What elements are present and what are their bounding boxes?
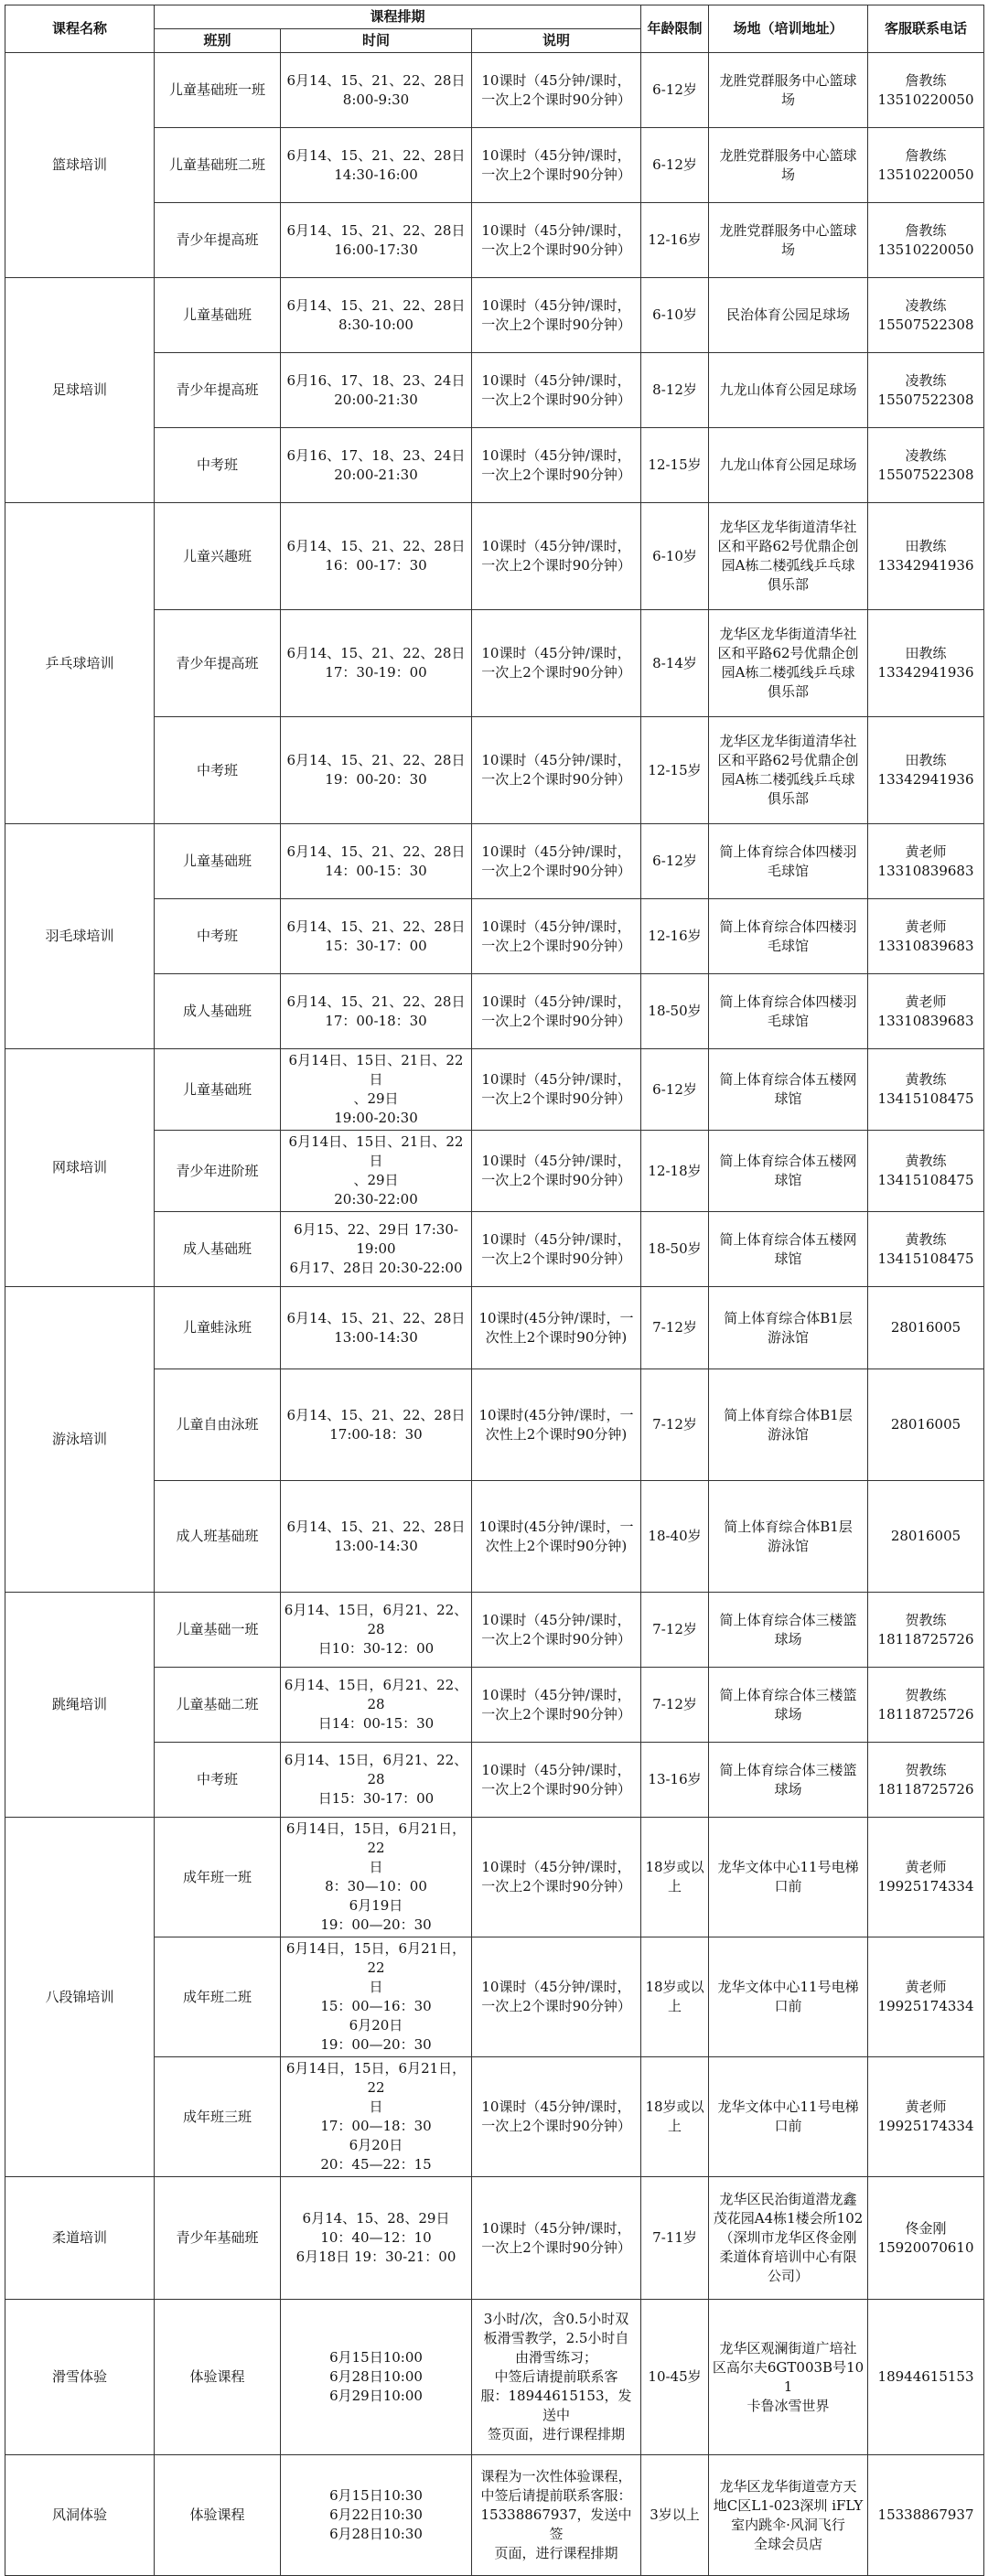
time-cell: 6月14、15、21、22、28日 13:00-14:30 (281, 1481, 472, 1593)
description-cell: 10课时（45分钟/课时， 一次上2个课时90分钟） (472, 974, 641, 1049)
venue-cell: 龙胜党群服务中心篮球 场 (709, 53, 868, 128)
description-cell: 10课时（45分钟/课时， 一次上2个课时90分钟） (472, 2057, 641, 2177)
time-cell: 6月14、15、21、22、28日 15：30-17：00 (281, 899, 472, 974)
class-cell: 青少年基础班 (155, 2177, 281, 2300)
time-cell: 6月14、15、21、22、28日 13:00-14:30 (281, 1287, 472, 1369)
class-cell: 体验课程 (155, 2455, 281, 2576)
venue-cell: 简上体育综合体B1层 游泳馆 (709, 1481, 868, 1593)
description-cell: 10课时（45分钟/课时， 一次上2个课时90分钟） (472, 1131, 641, 1212)
description-cell: 10课时（45分钟/课时， 一次上2个课时90分钟） (472, 1593, 641, 1668)
class-cell: 青少年提高班 (155, 353, 281, 428)
description-cell: 10课时（45分钟/课时， 一次上2个课时90分钟） (472, 1743, 641, 1818)
header-course-name: 课程名称 (5, 5, 155, 53)
course-name-cell: 滑雪体验 (5, 2300, 155, 2455)
class-cell: 中考班 (155, 428, 281, 503)
description-cell: 10课时（45分钟/课时， 一次上2个课时90分钟） (472, 503, 641, 610)
class-cell: 体验课程 (155, 2300, 281, 2455)
header-age-limit: 年龄限制 (641, 5, 709, 53)
course-name-cell: 跳绳培训 (5, 1593, 155, 1818)
venue-cell: 简上体育综合体三楼篮 球场 (709, 1743, 868, 1818)
venue-cell: 简上体育综合体B1层 游泳馆 (709, 1369, 868, 1481)
age-cell: 8-14岁 (641, 610, 709, 717)
age-cell: 10-45岁 (641, 2300, 709, 2455)
contact-cell: 28016005 (868, 1287, 984, 1369)
venue-cell: 龙胜党群服务中心篮球 场 (709, 128, 868, 203)
table-row (5, 1593, 984, 1668)
course-name-cell: 足球培训 (5, 278, 155, 503)
description-cell: 10课时(45分钟/课时，一 次性上2个课时90分钟) (472, 1481, 641, 1593)
age-cell: 6-12岁 (641, 128, 709, 203)
contact-cell: 黄老师 19925174334 (868, 1937, 984, 2057)
venue-cell: 龙胜党群服务中心篮球 场 (709, 203, 868, 278)
venue-cell: 简上体育综合体五楼网 球馆 (709, 1131, 868, 1212)
contact-cell: 贺教练 18118725726 (868, 1743, 984, 1818)
table-row (5, 1818, 984, 1937)
age-cell: 18岁或以 上 (641, 1937, 709, 2057)
class-cell: 中考班 (155, 899, 281, 974)
class-cell: 成年班三班 (155, 2057, 281, 2177)
table-row (5, 53, 984, 128)
description-cell: 10课时（45分钟/课时， 一次上2个课时90分钟） (472, 428, 641, 503)
contact-cell: 黄教练 13415108475 (868, 1131, 984, 1212)
header-contact: 客服联系电话 (868, 5, 984, 53)
table-row (5, 1287, 984, 1369)
venue-cell: 民治体育公园足球场 (709, 278, 868, 353)
age-cell: 7-12岁 (641, 1593, 709, 1668)
age-cell: 12-16岁 (641, 203, 709, 278)
description-cell: 10课时（45分钟/课时， 一次上2个课时90分钟） (472, 2177, 641, 2300)
header-time: 时间 (281, 29, 472, 53)
venue-cell: 简上体育综合体三楼篮 球场 (709, 1593, 868, 1668)
description-cell: 10课时（45分钟/课时， 一次上2个课时90分钟） (472, 1818, 641, 1937)
course-name-cell: 柔道培训 (5, 2177, 155, 2300)
class-cell: 儿童自由泳班 (155, 1369, 281, 1481)
time-cell: 6月16、17、18、23、24日 20:00-21:30 (281, 428, 472, 503)
contact-cell: 15338867937 (868, 2455, 984, 2576)
time-cell: 6月14、15、21、22、28日 17：00-18：30 (281, 974, 472, 1049)
course-name-cell: 游泳培训 (5, 1287, 155, 1593)
age-cell: 18-40岁 (641, 1481, 709, 1593)
contact-cell: 凌教练 15507522308 (868, 278, 984, 353)
class-cell: 儿童兴趣班 (155, 503, 281, 610)
time-cell: 6月15日10:00 6月28日10:00 6月29日10:00 (281, 2300, 472, 2455)
age-cell: 8-12岁 (641, 353, 709, 428)
table-row (5, 278, 984, 353)
venue-cell: 龙华区民治街道潜龙鑫 茂花园A4栋1楼会所102 （深圳市龙华区佟金刚 柔道体育培训中心有限 公司） (709, 2177, 868, 2300)
contact-cell: 凌教练 15507522308 (868, 428, 984, 503)
course-name-cell: 风洞体验 (5, 2455, 155, 2576)
time-cell: 6月14、15、21、22、28日 16:00-17:30 (281, 203, 472, 278)
description-cell: 10课时（45分钟/课时， 一次上2个课时90分钟） (472, 610, 641, 717)
age-cell: 3岁以上 (641, 2455, 709, 2576)
contact-cell: 贺教练 18118725726 (868, 1668, 984, 1743)
course-name-cell: 八段锦培训 (5, 1818, 155, 2177)
venue-cell: 简上体育综合体四楼羽 毛球馆 (709, 824, 868, 899)
description-cell: 10课时（45分钟/课时， 一次上2个课时90分钟） (472, 717, 641, 824)
course-name-cell: 羽毛球培训 (5, 824, 155, 1049)
time-cell: 6月14、15、21、22、28日 17：30-19：00 (281, 610, 472, 717)
contact-cell: 18944615153 (868, 2300, 984, 2455)
venue-cell: 简上体育综合体四楼羽 毛球馆 (709, 899, 868, 974)
time-cell: 6月14、15、21、22、28日 17:00-18：30 (281, 1369, 472, 1481)
class-cell: 儿童基础班一班 (155, 53, 281, 128)
age-cell: 6-10岁 (641, 503, 709, 610)
class-cell: 儿童基础班二班 (155, 128, 281, 203)
contact-cell: 詹教练 13510220050 (868, 203, 984, 278)
class-cell: 成年班二班 (155, 1937, 281, 2057)
age-cell: 12-18岁 (641, 1131, 709, 1212)
description-cell: 10课时(45分钟/课时，一 次性上2个课时90分钟) (472, 1287, 641, 1369)
header-schedule: 课程排期 (155, 5, 641, 29)
description-cell: 10课时（45分钟/课时， 一次上2个课时90分钟） (472, 278, 641, 353)
age-cell: 7-12岁 (641, 1668, 709, 1743)
course-name-cell: 网球培训 (5, 1049, 155, 1287)
venue-cell: 简上体育综合体四楼羽 毛球馆 (709, 974, 868, 1049)
class-cell: 儿童基础一班 (155, 1593, 281, 1668)
time-cell: 6月14日、15日、21日、22日 、29日 20:30-22:00 (281, 1131, 472, 1212)
age-cell: 18-50岁 (641, 1212, 709, 1287)
time-cell: 6月14日，15日，6月21日，22 日 15：00—16：30 6月20日 19：00—20：30 (281, 1937, 472, 2057)
class-cell: 成年班一班 (155, 1818, 281, 1937)
description-cell: 10课时（45分钟/课时， 一次上2个课时90分钟） (472, 128, 641, 203)
course-name-cell: 乒乓球培训 (5, 503, 155, 824)
class-cell: 中考班 (155, 1743, 281, 1818)
description-cell: 10课时(45分钟/课时，一 次性上2个课时90分钟) (472, 1369, 641, 1481)
schedule-body (5, 53, 984, 2576)
description-cell: 课程为一次性体验课程， 中签后请提前联系客服： 15338867937，发送中签 页面，进行课程排期 (472, 2455, 641, 2576)
age-cell: 6-10岁 (641, 278, 709, 353)
venue-cell: 九龙山体育公园足球场 (709, 353, 868, 428)
venue-cell: 龙华文体中心11号电梯 口前 (709, 1818, 868, 1937)
contact-cell: 凌教练 15507522308 (868, 353, 984, 428)
age-cell: 6-12岁 (641, 824, 709, 899)
venue-cell: 简上体育综合体五楼网 球馆 (709, 1212, 868, 1287)
age-cell: 7-12岁 (641, 1369, 709, 1481)
contact-cell: 黄老师 19925174334 (868, 1818, 984, 1937)
contact-cell: 田教练 13342941936 (868, 503, 984, 610)
class-cell: 青少年提高班 (155, 610, 281, 717)
age-cell: 18岁或以 上 (641, 2057, 709, 2177)
venue-cell: 龙华文体中心11号电梯 口前 (709, 1937, 868, 2057)
description-cell: 10课时（45分钟/课时， 一次上2个课时90分钟） (472, 203, 641, 278)
contact-cell: 28016005 (868, 1481, 984, 1593)
description-cell: 10课时（45分钟/课时， 一次上2个课时90分钟） (472, 1668, 641, 1743)
description-cell: 10课时（45分钟/课时， 一次上2个课时90分钟） (472, 1049, 641, 1131)
venue-cell: 龙华区龙华街道清华社 区和平路62号优鼎企创 园A栋二楼弧线乒乓球 俱乐部 (709, 610, 868, 717)
age-cell: 12-15岁 (641, 717, 709, 824)
time-cell: 6月15日10:30 6月22日10:30 6月28日10:30 (281, 2455, 472, 2576)
class-cell: 儿童基础班 (155, 278, 281, 353)
time-cell: 6月14、15、21、22、28日 16：00-17：30 (281, 503, 472, 610)
venue-cell: 龙华区观澜街道广培社 区高尔夫6GT003B号101 卡鲁冰雪世界 (709, 2300, 868, 2455)
header-venue: 场地（培训地址） (709, 5, 868, 53)
header-class: 班别 (155, 29, 281, 53)
time-cell: 6月14日，15日，6月21日，22 日 8：30—10：00 6月19日 19：00—20：30 (281, 1818, 472, 1937)
contact-cell: 黄老师 13310839683 (868, 899, 984, 974)
table-row (5, 2300, 984, 2455)
table-row (5, 824, 984, 899)
contact-cell: 詹教练 13510220050 (868, 53, 984, 128)
contact-cell: 詹教练 13510220050 (868, 128, 984, 203)
description-cell: 10课时（45分钟/课时， 一次上2个课时90分钟） (472, 899, 641, 974)
contact-cell: 田教练 13342941936 (868, 610, 984, 717)
description-cell: 10课时（45分钟/课时， 一次上2个课时90分钟） (472, 53, 641, 128)
class-cell: 成人班基础班 (155, 1481, 281, 1593)
description-cell: 10课时（45分钟/课时， 一次上2个课时90分钟） (472, 1212, 641, 1287)
class-cell: 儿童基础二班 (155, 1668, 281, 1743)
age-cell: 18-50岁 (641, 974, 709, 1049)
class-cell: 儿童蛙泳班 (155, 1287, 281, 1369)
venue-cell: 简上体育综合体五楼网 球馆 (709, 1049, 868, 1131)
time-cell: 6月16、17、18、23、24日 20:00-21:30 (281, 353, 472, 428)
time-cell: 6月14、15、21、22、28日 14:30-16:00 (281, 128, 472, 203)
course-schedule-table (5, 5, 984, 2576)
contact-cell: 佟金刚 15920070610 (868, 2177, 984, 2300)
age-cell: 13-16岁 (641, 1743, 709, 1818)
description-cell: 3小时/次，含0.5小时双 板滑雪教学，2.5小时自 由滑雪练习； 中签后请提前联系客 服：18944615153，发送中 签页面，进行课程排期 (472, 2300, 641, 2455)
contact-cell: 黄老师 13310839683 (868, 824, 984, 899)
time-cell: 6月14、15、21、22、28日 19：00-20：30 (281, 717, 472, 824)
time-cell: 6月14、15日，6月21、22、28 日15：30-17：00 (281, 1743, 472, 1818)
table-row (5, 2177, 984, 2300)
time-cell: 6月14日、15日、21日、22日 、29日 19:00-20:30 (281, 1049, 472, 1131)
course-name-cell: 篮球培训 (5, 53, 155, 278)
age-cell: 7-12岁 (641, 1287, 709, 1369)
time-cell: 6月14、15日，6月21、22、28 日10：30-12：00 (281, 1593, 472, 1668)
age-cell: 12-16岁 (641, 899, 709, 974)
time-cell: 6月14、15日，6月21、22、28 日14：00-15：30 (281, 1668, 472, 1743)
contact-cell: 贺教练 18118725726 (868, 1593, 984, 1668)
description-cell: 10课时（45分钟/课时， 一次上2个课时90分钟） (472, 353, 641, 428)
class-cell: 成人基础班 (155, 974, 281, 1049)
age-cell: 6-12岁 (641, 1049, 709, 1131)
table-row (5, 2455, 984, 2576)
age-cell: 18岁或以 上 (641, 1818, 709, 1937)
venue-cell: 龙华文体中心11号电梯 口前 (709, 2057, 868, 2177)
description-cell: 10课时（45分钟/课时， 一次上2个课时90分钟） (472, 824, 641, 899)
venue-cell: 九龙山体育公园足球场 (709, 428, 868, 503)
contact-cell: 田教练 13342941936 (868, 717, 984, 824)
time-cell: 6月14日，15日，6月21日，22 日 17：00—18：30 6月20日 20：45—22：15 (281, 2057, 472, 2177)
contact-cell: 黄教练 13415108475 (868, 1212, 984, 1287)
time-cell: 6月14、15、28、29日 10：40—12：10 6月18日 19：30-21：00 (281, 2177, 472, 2300)
age-cell: 12-15岁 (641, 428, 709, 503)
age-cell: 6-12岁 (641, 53, 709, 128)
time-cell: 6月14、15、21、22、28日 8:00-9:30 (281, 53, 472, 128)
description-cell: 10课时（45分钟/课时， 一次上2个课时90分钟） (472, 1937, 641, 2057)
venue-cell: 龙华区龙华街道清华社 区和平路62号优鼎企创 园A栋二楼弧线乒乓球 俱乐部 (709, 717, 868, 824)
class-cell: 青少年进阶班 (155, 1131, 281, 1212)
contact-cell: 黄教练 13415108475 (868, 1049, 984, 1131)
venue-cell: 龙华区龙华街道壹方天 地C区L1-023深圳 iFLY 室内跳伞·风洞飞行 全球会员店 (709, 2455, 868, 2576)
table-row (5, 503, 984, 610)
class-cell: 儿童基础班 (155, 1049, 281, 1131)
time-cell: 6月14、15、21、22、28日 14：00-15：30 (281, 824, 472, 899)
schedule-document (5, 5, 983, 2576)
header-description: 说明 (472, 29, 641, 53)
venue-cell: 简上体育综合体三楼篮 球场 (709, 1668, 868, 1743)
time-cell: 6月14、15、21、22、28日 8:30-10:00 (281, 278, 472, 353)
contact-cell: 黄老师 13310839683 (868, 974, 984, 1049)
contact-cell: 28016005 (868, 1369, 984, 1481)
venue-cell: 龙华区龙华街道清华社 区和平路62号优鼎企创 园A栋二楼弧线乒乓球 俱乐部 (709, 503, 868, 610)
age-cell: 7-11岁 (641, 2177, 709, 2300)
class-cell: 儿童基础班 (155, 824, 281, 899)
table-row (5, 1049, 984, 1131)
contact-cell: 黄老师 19925174334 (868, 2057, 984, 2177)
venue-cell: 简上体育综合体B1层 游泳馆 (709, 1287, 868, 1369)
class-cell: 青少年提高班 (155, 203, 281, 278)
class-cell: 成人基础班 (155, 1212, 281, 1287)
time-cell: 6月15、22、29日 17:30- 19:00 6月17、28日 20:30-22:00 (281, 1212, 472, 1287)
class-cell: 中考班 (155, 717, 281, 824)
